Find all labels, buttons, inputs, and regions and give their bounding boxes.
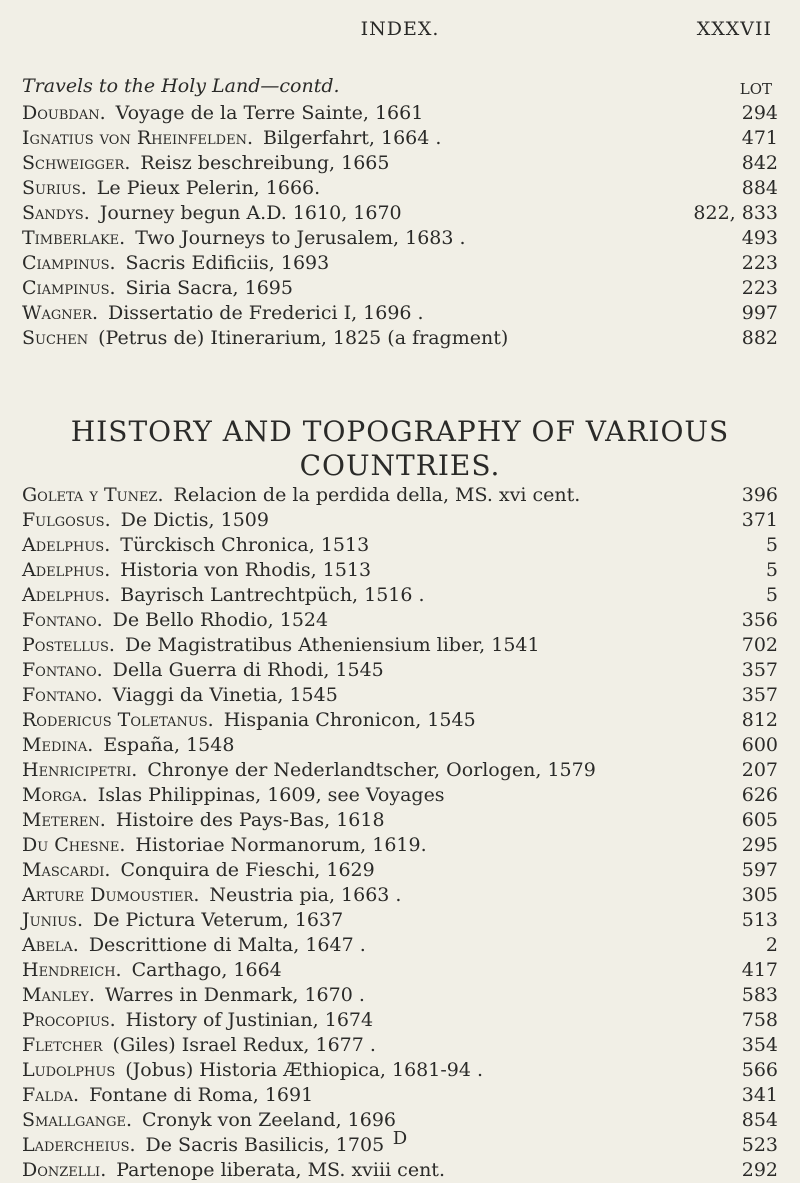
entry-author: Doubdan. xyxy=(22,102,106,124)
entry-author: Rodericus Toletanus. xyxy=(22,709,214,731)
entry-title: (Jobus) Historia Æthiopica, 1681-94 . xyxy=(125,1059,484,1081)
entry-author: Arture Dumoustier. xyxy=(22,884,200,906)
entry-title: Relacion de la perdida della, MS. xvi cent. xyxy=(173,484,581,506)
index-entry xyxy=(22,101,778,126)
entry-author: Henricipetri. xyxy=(22,759,138,781)
index-entry xyxy=(22,858,778,883)
page-number: XXXVII xyxy=(696,18,772,40)
entry-lot-number: 294 xyxy=(741,102,778,124)
entry-author: Fontano. xyxy=(22,659,103,681)
entry-author: Medina. xyxy=(22,734,94,756)
entry-author: Adelphus. xyxy=(22,559,111,581)
entry-author: Fletcher xyxy=(22,1034,103,1056)
entry-title: De Magistratibus Atheniensium liber, 1541 xyxy=(124,634,540,656)
entry-author: Ciampinus. xyxy=(22,252,116,274)
index-entry xyxy=(22,558,778,583)
entry-lot-number: 597 xyxy=(741,859,778,881)
entry-author: Schweigger. xyxy=(22,152,131,174)
entry-author: Ladercheius. xyxy=(22,1134,136,1156)
entry-lot-number: 417 xyxy=(741,959,778,981)
index-entry xyxy=(22,708,778,733)
entry-title: Le Pieux Pelerin, 1666. xyxy=(96,177,321,199)
entry-title: Reisz beschreibung, 1665 xyxy=(140,152,390,174)
entry-author: Adelphus. xyxy=(22,584,111,606)
entry-title: Two Journeys to Jerusalem, 1683 . xyxy=(135,227,466,249)
entry-title: De Bello Rhodio, 1524 xyxy=(112,609,329,631)
entry-title: (Giles) Israel Redux, 1677 . xyxy=(112,1034,376,1056)
entry-author: Postellus. xyxy=(22,634,115,656)
entry-lot-number: 702 xyxy=(741,634,778,656)
entry-lot-number: 513 xyxy=(741,909,778,931)
section-title: Travels to the Holy Land—contd. xyxy=(22,75,340,97)
entry-author: Manley. xyxy=(22,984,95,1006)
entry-author: Ciampinus. xyxy=(22,277,116,299)
index-entry xyxy=(22,683,778,708)
entry-title: Bilgerfahrt, 1664 . xyxy=(263,127,442,149)
entry-lot-number: 5 xyxy=(765,584,778,606)
section-heading xyxy=(0,415,800,483)
index-entry xyxy=(22,883,778,908)
entry-author: Sandys. xyxy=(22,202,90,224)
entry-title: Hispania Chronicon, 1545 xyxy=(223,709,476,731)
entry-title: Descrittione di Malta, 1647 . xyxy=(88,934,366,956)
entry-title: De Sacris Basilicis, 1705 xyxy=(145,1134,385,1156)
signature-mark: D xyxy=(392,1128,408,1149)
entry-author: Junius. xyxy=(22,909,83,931)
entry-author: Abela. xyxy=(22,934,79,956)
index-entry xyxy=(22,508,778,533)
entry-lot-number: 356 xyxy=(741,609,778,631)
entry-author: Du Chesne. xyxy=(22,834,126,856)
entry-author: Adelphus. xyxy=(22,534,111,556)
entry-lot-number: 626 xyxy=(741,784,778,806)
entry-author: Fulgosus. xyxy=(22,509,111,531)
history-list xyxy=(22,483,778,1183)
entry-lot-number: 583 xyxy=(741,984,778,1006)
entry-lot-number: 523 xyxy=(741,1134,778,1156)
entry-title: Della Guerra di Rhodi, 1545 xyxy=(112,659,384,681)
entry-title: History of Justinian, 1674 xyxy=(125,1009,374,1031)
entry-author: Wagner. xyxy=(22,302,98,324)
entry-title: España, 1548 xyxy=(103,734,235,756)
entry-title: Islas Philippinas, 1609, see Voyages xyxy=(97,784,445,806)
entry-title: Fontane di Roma, 1691 xyxy=(89,1084,314,1106)
index-entry xyxy=(22,226,778,251)
index-entry xyxy=(22,808,778,833)
entry-author: Fontano. xyxy=(22,684,103,706)
entry-lot-number: 471 xyxy=(741,127,778,149)
index-entry xyxy=(22,126,778,151)
entry-title: Voyage de la Terre Sainte, 1661 xyxy=(115,102,424,124)
entry-title: Historiae Normanorum, 1619. xyxy=(135,834,427,856)
entry-lot-number: 600 xyxy=(741,734,778,756)
entry-author: Suchen xyxy=(22,327,89,349)
entry-title: Türckisch Chronica, 1513 xyxy=(120,534,370,556)
index-entry xyxy=(22,833,778,858)
entry-title: Viaggi da Vinetia, 1545 xyxy=(112,684,338,706)
running-title: INDEX. xyxy=(360,18,440,40)
entry-title: Conquira de Fieschi, 1629 xyxy=(120,859,375,881)
entry-title: Sacris Edificiis, 1693 xyxy=(125,252,330,274)
entry-lot-number: 854 xyxy=(741,1109,778,1131)
index-entry xyxy=(22,326,778,351)
entry-lot-number: 842 xyxy=(741,152,778,174)
entry-lot-number: 882 xyxy=(741,327,778,349)
entry-title: Dissertatio de Frederici I, 1696 . xyxy=(108,302,424,324)
index-entry xyxy=(22,1083,778,1108)
entry-lot-number: 223 xyxy=(741,277,778,299)
entry-author: Ignatius von Rheinfelden. xyxy=(22,127,253,149)
entry-lot-number: 305 xyxy=(741,884,778,906)
index-entry xyxy=(22,733,778,758)
entry-title: De Pictura Veterum, 1637 xyxy=(92,909,344,931)
section-heading-line: COUNTRIES. xyxy=(299,449,501,482)
index-entry xyxy=(22,983,778,1008)
index-entry xyxy=(22,1158,778,1183)
entry-lot-number: 295 xyxy=(741,834,778,856)
entry-lot-number: 5 xyxy=(765,559,778,581)
entry-title: (Petrus de) Itinerarium, 1825 (a fragment) xyxy=(98,327,509,349)
entry-title: Siria Sacra, 1695 xyxy=(125,277,293,299)
entry-title: Carthago, 1664 xyxy=(131,959,282,981)
entry-lot-number: 884 xyxy=(741,177,778,199)
index-entry xyxy=(22,1033,778,1058)
entry-lot-number: 758 xyxy=(741,1009,778,1031)
entry-lot-number: 223 xyxy=(741,252,778,274)
entry-title: Partenope liberata, MS. xviii cent. xyxy=(116,1159,445,1181)
page-header xyxy=(0,18,800,48)
entry-title: Journey begun A.D. 1610, 1670 xyxy=(99,202,402,224)
entry-lot-number: 997 xyxy=(741,302,778,324)
entry-author: Morga. xyxy=(22,784,88,806)
index-entry xyxy=(22,533,778,558)
entry-author: Hendreich. xyxy=(22,959,122,981)
index-entry xyxy=(22,276,778,301)
entry-lot-number: 5 xyxy=(765,534,778,556)
entry-author: Meteren. xyxy=(22,809,106,831)
entry-author: Falda. xyxy=(22,1084,80,1106)
index-entry xyxy=(22,758,778,783)
section-heading-line: HISTORY AND TOPOGRAPHY OF VARIOUS xyxy=(70,415,730,448)
index-entry xyxy=(22,783,778,808)
entry-title: Histoire des Pays-Bas, 1618 xyxy=(115,809,385,831)
index-entry xyxy=(22,151,778,176)
index-entry xyxy=(22,633,778,658)
index-entry xyxy=(22,1058,778,1083)
entry-author: Goleta y Tunez. xyxy=(22,484,164,506)
entry-lot-number: 207 xyxy=(741,759,778,781)
entry-author: Timberlake. xyxy=(22,227,126,249)
entry-lot-number: 493 xyxy=(741,227,778,249)
entry-lot-number: 822, 833 xyxy=(693,202,778,224)
entry-title: Warres in Denmark, 1670 . xyxy=(104,984,365,1006)
entry-lot-number: 357 xyxy=(741,659,778,681)
entry-title: Neustria pia, 1663 . xyxy=(209,884,402,906)
entry-author: Fontano. xyxy=(22,609,103,631)
index-entry xyxy=(22,483,778,508)
entry-title: Chronye der Nederlandtscher, Oorlogen, 1579 xyxy=(147,759,596,781)
lot-column-label: LOT xyxy=(739,80,772,98)
entry-author: Mascardi. xyxy=(22,859,111,881)
entry-title: Bayrisch Lantrechtpüch, 1516 . xyxy=(120,584,425,606)
entry-lot-number: 396 xyxy=(741,484,778,506)
index-entry xyxy=(22,176,778,201)
entry-lot-number: 2 xyxy=(765,934,778,956)
entry-lot-number: 341 xyxy=(741,1084,778,1106)
index-entry xyxy=(22,958,778,983)
entry-lot-number: 812 xyxy=(741,709,778,731)
entry-author: Smallgange. xyxy=(22,1109,133,1131)
entry-lot-number: 605 xyxy=(741,809,778,831)
index-entry xyxy=(22,583,778,608)
entry-author: Surius. xyxy=(22,177,87,199)
entry-title: Historia von Rhodis, 1513 xyxy=(120,559,372,581)
entry-author: Ludolphus xyxy=(22,1059,116,1081)
index-entry xyxy=(22,933,778,958)
entry-lot-number: 566 xyxy=(741,1059,778,1081)
entry-lot-number: 357 xyxy=(741,684,778,706)
entry-lot-number: 354 xyxy=(741,1034,778,1056)
index-entry xyxy=(22,251,778,276)
index-entry xyxy=(22,658,778,683)
entry-title: De Dictis, 1509 xyxy=(120,509,269,531)
entry-author: Donzelli. xyxy=(22,1159,107,1181)
index-entry xyxy=(22,908,778,933)
travels-list xyxy=(22,101,778,351)
index-entry xyxy=(22,201,778,226)
index-entry xyxy=(22,1008,778,1033)
entry-lot-number: 292 xyxy=(741,1159,778,1181)
index-entry xyxy=(22,301,778,326)
entry-author: Procopius. xyxy=(22,1009,116,1031)
entry-title: Cronyk von Zeeland, 1696 xyxy=(142,1109,397,1131)
entry-lot-number: 371 xyxy=(741,509,778,531)
index-entry xyxy=(22,608,778,633)
